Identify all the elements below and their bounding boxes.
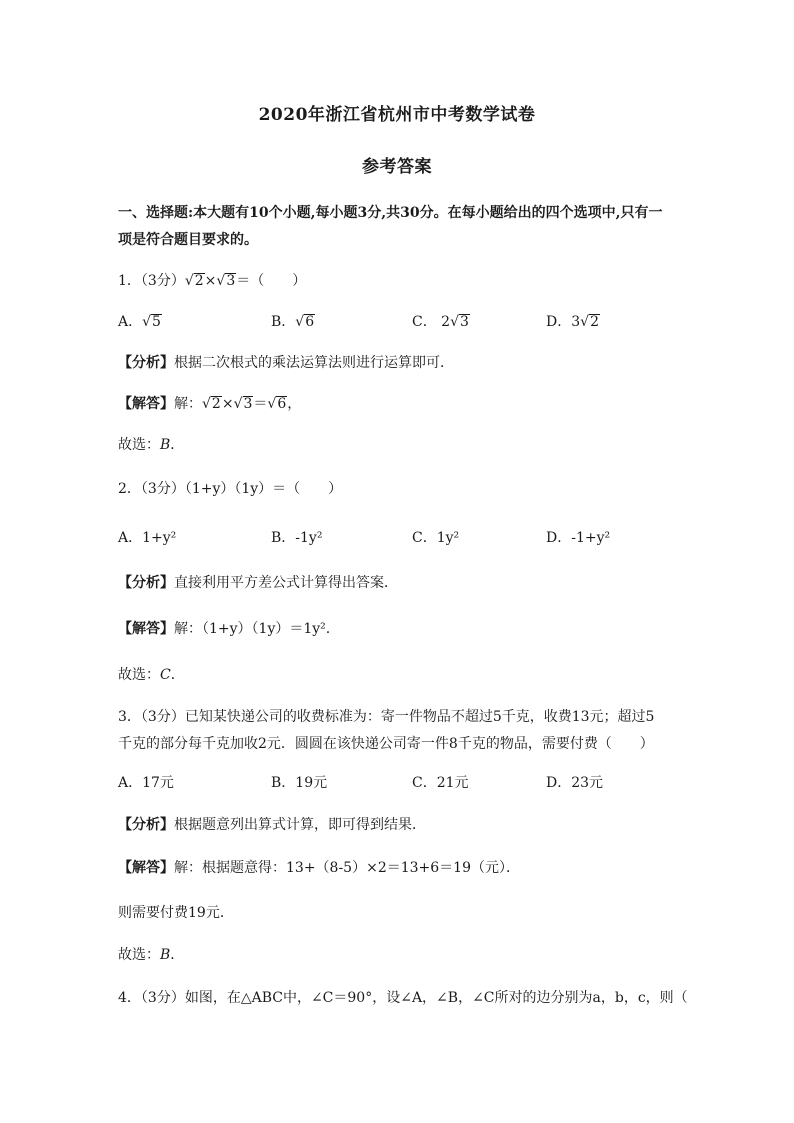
- page-subtitle: 参考答案: [362, 157, 432, 177]
- question-2-stem: 2．（3分）（1+y）（1y）＝（ ）: [118, 481, 343, 497]
- question-1-option-a: A．√5: [118, 314, 161, 330]
- question-1-option-d: D．3√2: [546, 314, 599, 330]
- question-3-option-c: C．21元: [412, 775, 469, 791]
- page-title: 2020年浙江省杭州市中考数学试卷: [258, 105, 536, 125]
- question-3-answer: 故选：B．: [118, 947, 185, 963]
- question-2-option-c: C．1y²: [412, 530, 460, 546]
- question-2-option-a: A．1+y²: [118, 530, 177, 546]
- question-3-stem-line1: 3．（3分）已知某快递公司的收费标准为：寄一件物品不超过5千克，收费13元；超过5: [118, 709, 655, 725]
- question-3-stem-line2: 千克的部分每千克加收2元．圆圆在该快递公司寄一件8千克的物品，需要付费（ ）: [118, 736, 654, 752]
- question-3-option-d: D．23元: [546, 775, 604, 791]
- question-1-analysis: 【分析】根据二次根式的乘法运算法则进行运算即可．: [118, 355, 454, 371]
- question-2-option-b: B．-1y²: [271, 530, 323, 546]
- question-3-option-b: B．19元: [271, 775, 328, 791]
- question-3-option-a: A．17元: [118, 775, 174, 791]
- question-4-stem: 4．（3分）如图，在△ABC中，∠C＝90°，设∠A，∠B，∠C所对的边分别为a，b，c，则（: [118, 990, 688, 1006]
- question-1-option-c: C． 2√3: [412, 314, 469, 330]
- question-2-option-d: D．-1+y²: [546, 530, 611, 546]
- section-heading-line2: 项是符合题目要求的。: [118, 232, 258, 248]
- question-1-solution: 【解答】解：√2×√3＝√6，: [118, 396, 302, 412]
- question-1-option-b: B．√6: [271, 314, 315, 330]
- question-3-analysis: 【分析】根据题意列出算式计算，即可得到结果．: [118, 817, 426, 833]
- question-3-conclusion: 则需要付费19元．: [118, 905, 234, 921]
- question-1-answer: 故选：B．: [118, 437, 185, 453]
- question-3-solution: 【解答】解：根据题意得：13+（8-5）×2＝13+6＝19（元）．: [118, 860, 520, 876]
- question-2-solution: 【解答】解：（1+y）（1y）＝1y².: [118, 621, 331, 637]
- question-2-analysis: 【分析】直接利用平方差公式计算得出答案．: [118, 575, 398, 591]
- question-2-answer: 故选：C．: [118, 667, 185, 683]
- section-heading-line1: 一、选择题:本大题有10个小题,每小题3分,共30分。在每小题给出的四个选项中,只有一: [118, 205, 663, 221]
- question-1-stem: 1．（3分）√2×√3＝（ ）: [118, 273, 307, 289]
